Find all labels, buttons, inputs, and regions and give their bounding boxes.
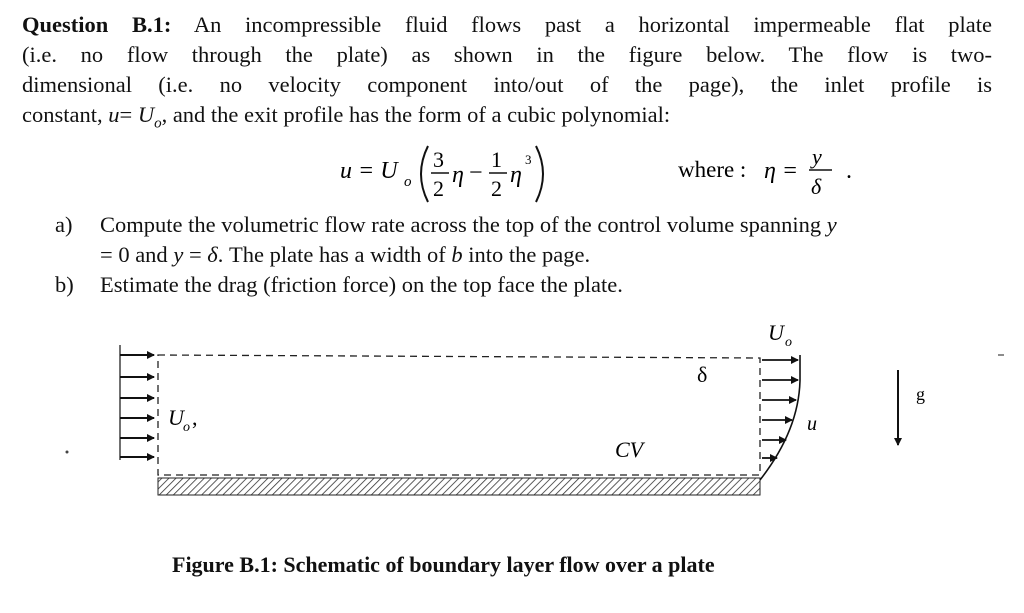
sub-question-b: b) Estimate the drag (friction force) on the top face the plate. [55, 270, 837, 300]
sub-question-a: a) Compute the volumetric flow rate across the top of the control volume spanning y = 0 and y = δ. The plate has a width of b into the page. [55, 210, 837, 270]
eta-1: η [452, 162, 464, 188]
exit-top-velocity-label: U [768, 320, 784, 345]
question-label: Question B.1: [22, 12, 172, 37]
eta-2: η [510, 162, 522, 188]
flat-plate [158, 478, 760, 495]
gravity-label: g [916, 384, 925, 404]
boundary-layer-thickness-label: δ [697, 362, 708, 387]
frac2-den: 2 [491, 176, 502, 201]
statement-line-3: dimensional (i.e. no velocity component into/out of the page), the inlet profile is [22, 72, 992, 97]
frac1-num: 3 [433, 147, 444, 172]
minus-sign: − [469, 160, 483, 186]
eta-definition: η = [764, 158, 799, 184]
control-volume-label: CV [615, 437, 644, 462]
exit-top-velocity-sub: o [785, 335, 792, 350]
right-paren [536, 146, 543, 202]
velocity-profile-curve [760, 355, 800, 480]
velocity-profile-equation [0, 140, 1024, 210]
inlet-velocity-sub: o [183, 420, 190, 435]
frac1-den: 2 [433, 176, 444, 201]
stray-dot [66, 451, 69, 454]
sub-questions [55, 210, 837, 300]
left-paren [421, 146, 428, 202]
problem-statement [22, 10, 992, 139]
statement-line-1: Question B.1: An incompressible fluid flows past a horizontal impermeable flat plate [22, 12, 992, 37]
eta-def-den: δ [811, 174, 822, 199]
cube-exponent: 3 [525, 152, 532, 167]
equation-lhs-sub: o [404, 174, 412, 190]
statement-line-2: (i.e. no flow through the plate) as shown in the figure below. The flow is two- [22, 42, 992, 67]
inlet-velocity-arrows [120, 345, 154, 460]
exit-velocity-label: u [807, 413, 817, 435]
figure-caption: Figure B.1: Schematic of boundary layer flow over a plate [172, 552, 715, 577]
eta-def-period: . [846, 158, 852, 184]
frac2-num: 1 [491, 147, 502, 172]
eta-def-num: y [812, 144, 822, 169]
where-label: where : [678, 157, 747, 182]
equation-lhs: u = U [340, 158, 398, 184]
exit-velocity-profile [760, 355, 800, 480]
statement-line-4: constant, $u= U_o$, and the exit profile has the form of a cubic polynomial: [22, 102, 671, 132]
control-volume-boundary [158, 355, 760, 475]
boundary-layer-figure [0, 300, 1024, 550]
sub-question-letter: b) [55, 272, 74, 297]
sub-question-letter: a) [55, 212, 73, 237]
inlet-velocity-comma: , [192, 405, 198, 430]
inlet-velocity-label: U [168, 405, 184, 430]
